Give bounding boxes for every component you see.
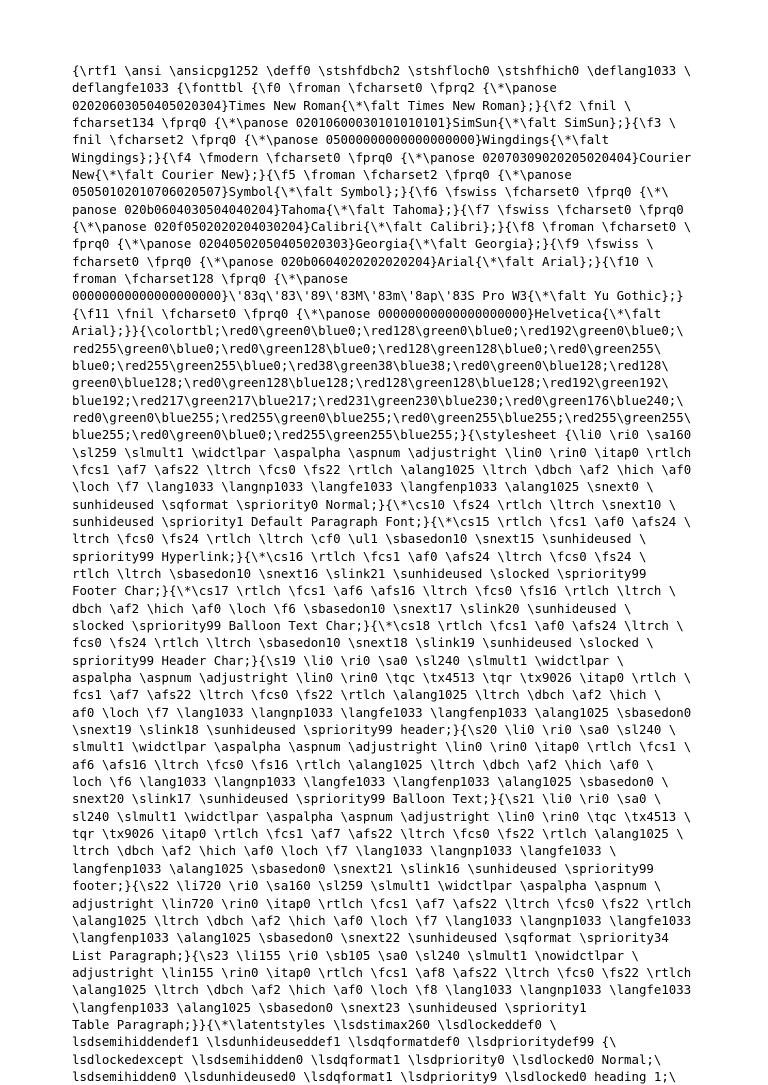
text-line: ltrch \dbch \af2 \hich \af0 \loch \f7 \lang1033 \langnp1033 \langfe1033 \ <box>72 843 617 859</box>
text-line: \snext19 \slink18 \sunhideused \spriority99 header;}{\s20 \li0 \ri0 \sa0 \sl240 \ <box>72 722 677 738</box>
text-line: tqr \tx9026 \itap0 \rtlch \fcs1 \af7 \afs22 \ltrch \fcs0 \fs22 \rtlch \alang1025 \ <box>72 826 684 842</box>
rtf-source-text <box>72 62 712 1085</box>
text-line: slocked \spriority99 Balloon Text Char;}{\*\cs18 \rtlch \fcs1 \af0 \afs24 \ltrch \ <box>72 618 684 633</box>
text-line: aspalpha \aspnum \adjustright \lin0 \rin0 \tqc \tx4513 \tqr \tx9026 \itap0 \rtlch \ <box>72 670 692 686</box>
text-line: footer;}{\s22 \li720 \ri0 \sa160 \sl259 \slmult1 \widctlpar \aspalpha \aspnum \ <box>72 878 662 894</box>
text-line: fcs1 \af7 \afs22 \ltrch \fcs0 \fs22 \rtlch \alang1025 \ltrch \dbch \af2 \hich \ <box>72 687 662 703</box>
text-line: froman \fcharset128 \fprq0 {\*\panose <box>72 271 349 287</box>
text-line: loch \f6 \lang1033 \langnp1033 \langfe1033 \langfenp1033 \alang1025 \sbasedon0 \ <box>72 774 669 790</box>
text-line: Wingdings};}{\f4 \fmodern \fcharset0 \fprq0 {\*\panose 02070309020205020404}Courier <box>72 149 692 165</box>
text-line: fnil \fcharset2 \fprq0 {\*\panose 05000000000000000000}Wingdings{\*\falt <box>72 132 610 148</box>
text-line: rtlch \ltrch \sbasedon10 \snext16 \slink21 \sunhideused \slocked \spriority99 <box>72 565 647 581</box>
text-line: \langfenp1033 \alang1025 \sbasedon0 \snext22 \sunhideused \sqformat \spriority34 <box>72 930 669 946</box>
text-line: deflangfe1033 {\fonttbl {\f0 \froman \fcharset0 \fprq2 {\*\panose <box>72 80 557 96</box>
text-line: Table Paragraph;}}{\*\latentstyles \lsdstimax260 \lsdlockeddef0 \ <box>72 1016 557 1032</box>
text-line: {\f11 \fnil \fcharset0 \fprq0 {\*\panose 00000000000000000000}Helvetica{\*\falt <box>72 305 662 321</box>
text-line: af6 \afs16 \ltrch \fcs0 \fs16 \rtlch \alang1025 \ltrch \dbch \af2 \hich \af0 \ <box>72 756 654 772</box>
text-line: \alang1025 \ltrch \dbch \af2 \hich \af0 \loch \f8 \lang1033 \langnp1033 \langfe1033 <box>72 982 692 998</box>
text-line: adjustright \lin155 \rin0 \itap0 \rtlch \fcs1 \af8 \afs22 \ltrch \fcs0 \fs22 \rtlch <box>72 964 692 980</box>
text-line: fprq0 {\*\panose 02040502050405020303}Georgia{\*\falt Georgia};}{\f9 \fswiss \ <box>72 236 654 252</box>
text-line: spriority99 Header Char;}{\s19 \li0 \ri0 \sa0 \sl240 \slmult1 \widctlpar \ <box>72 652 625 668</box>
text-line: af0 \loch \f7 \lang1033 \langnp1033 \langfe1033 \langfenp1033 \alang1025 \sbasedon0 <box>72 704 692 720</box>
text-line: 00000000000000000000}\'83q\'83\'89\'83M\'83m\'8ap\'83S Pro W3{\*\falt Yu Gothic};} <box>72 288 684 304</box>
text-line: Arial};}}{\colortbl;\red0\green0\blue0;\red128\green0\blue0;\red192\green0\blue0;\ <box>72 323 684 339</box>
text-line: \loch \f7 \lang1033 \langnp1033 \langfe1033 \langfenp1033 \alang1025 \snext0 \ <box>72 479 654 495</box>
text-line: red255\green0\blue0;\red0\green128\blue0;\red128\green128\blue0;\red0\green255\ <box>72 340 662 356</box>
text-line: \sl259 \slmult1 \widctlpar \aspalpha \aspnum \adjustright \lin0 \rin0 \itap0 \rtlch <box>72 444 692 460</box>
text-line: Footer Char;}{\*\cs17 \rtlch \fcs1 \af6 \afs16 \ltrch \fcs0 \fs16 \rtlch \ltrch \ <box>72 583 677 599</box>
text-line: adjustright \lin720 \rin0 \itap0 \rtlch \fcs1 \af7 \afs22 \ltrch \fcs0 \fs22 \rtlch <box>72 895 692 911</box>
text-line: lsdsemihidden0 \lsdunhideused0 \lsdqformat1 \lsdpriority9 \lsdlocked0 heading 1;\ <box>72 1068 677 1084</box>
text-line: snext20 \slink17 \sunhideused \spriority99 Balloon Text;}{\s21 \li0 \ri0 \sa0 \ <box>72 791 662 807</box>
text-line: sunhideused \spriority1 Default Paragraph Font;}{\*\cs15 \rtlch \fcs1 \af0 \afs24 \ <box>72 513 692 529</box>
text-line: red0\green0\blue255;\red255\green0\blue255;\red0\green255\blue255;\red255\green255\ <box>72 409 692 425</box>
text-line: \langfenp1033 \alang1025 \sbasedon0 \snext23 \sunhideused \spriority1 <box>72 999 587 1015</box>
text-line: New{\*\falt Courier New};}{\f5 \froman \fcharset2 \fprq0 {\*\panose <box>72 167 572 183</box>
text-line: fcharset134 \fprq0 {\*\panose 02010600030101010101}SimSun{\*\falt SimSun};}{\f3 \ <box>72 115 677 131</box>
text-line: blue192;\red217\green217\blue217;\red231\green230\blue230;\red0\green176\blue240;\ <box>72 392 684 408</box>
text-line: 02020603050405020304}Times New Roman{\*\falt Times New Roman};}{\f2 \fnil \ <box>72 97 632 113</box>
text-line: \alang1025 \ltrch \dbch \af2 \hich \af0 \loch \f7 \lang1033 \langnp1033 \langfe1033 <box>72 912 692 928</box>
text-line: slmult1 \widctlpar \aspalpha \aspnum \adjustright \lin0 \rin0 \itap0 \rtlch \fcs1 \ <box>72 739 692 755</box>
text-line: green0\blue128;\red0\green128\blue128;\red128\green128\blue128;\red192\green192\ <box>72 375 669 391</box>
text-line: sunhideused \sqformat \spriority0 Normal;}{\*\cs10 \fs24 \rtlch \ltrch \snext10 \ <box>72 496 677 512</box>
text-line: sl240 \slmult1 \widctlpar \aspalpha \aspnum \adjustright \lin0 \rin0 \tqc \tx4513 \ <box>72 808 692 824</box>
text-line: fcs0 \fs24 \rtlch \ltrch \sbasedon10 \snext18 \slink19 \sunhideused \slocked \ <box>72 635 654 651</box>
text-line: fcharset0 \fprq0 {\*\panose 020b0604020202020204}Arial{\*\falt Arial};}{\f10 \ <box>72 253 654 269</box>
text-line: spriority99 Hyperlink;}{\*\cs16 \rtlch \fcs1 \af0 \afs24 \ltrch \fcs0 \fs24 \ <box>72 548 647 564</box>
text-line: blue0;\red255\green255\blue0;\red38\green38\blue38;\red0\green0\blue128;\red128\ <box>72 357 669 373</box>
text-line: 05050102010706020507}Symbol{\*\falt Symbol};}{\f6 \fswiss \fcharset0 \fprq0 {\*\ <box>72 184 669 200</box>
text-line: panose 020b0604030504040204}Tahoma{\*\falt Tahoma};}{\f7 \fswiss \fcharset0 \fprq0 <box>72 201 684 217</box>
text-line: blue255;\red0\green0\blue0;\red255\green255\blue255;}{\stylesheet {\li0 \ri0 \sa160 <box>72 427 692 443</box>
text-line: ltrch \fcs0 \fs24 \rtlch \ltrch \cf0 \ul1 \sbasedon10 \snext15 \sunhideused \ <box>72 531 647 547</box>
text-line: {\*\panose 020f0502020204030204}Calibri{\*\falt Calibri};}{\f8 \froman \fcharset0 \ <box>72 219 692 235</box>
text-line: lsdlockedexcept \lsdsemihidden0 \lsdqformat1 \lsdpriority0 \lsdlocked0 Normal;\ <box>72 1051 662 1067</box>
text-line: lsdsemihiddendef1 \lsdunhideuseddef1 \lsdqformatdef0 \lsdprioritydef99 {\ <box>72 1034 617 1050</box>
text-line: {\rtf1 \ansi \ansicpg1252 \deff0 \stshfdbch2 \stshfloch0 \stshfhich0 \deflang1033 \ <box>72 63 692 78</box>
text-line: \fcs1 \af7 \afs22 \ltrch \fcs0 \fs22 \rtlch \alang1025 \ltrch \dbch \af2 \hich \af0 <box>72 461 692 477</box>
text-line: dbch \af2 \hich \af0 \loch \f6 \sbasedon10 \snext17 \slink20 \sunhideused \ <box>72 600 632 616</box>
text-line: langfenp1033 \alang1025 \sbasedon0 \snext21 \slink16 \sunhideused \spriority99 <box>72 860 654 876</box>
text-line: List Paragraph;}{\s23 \li155 \ri0 \sb105 \sa0 \sl240 \slmult1 \nowidctlpar \ <box>72 947 639 963</box>
